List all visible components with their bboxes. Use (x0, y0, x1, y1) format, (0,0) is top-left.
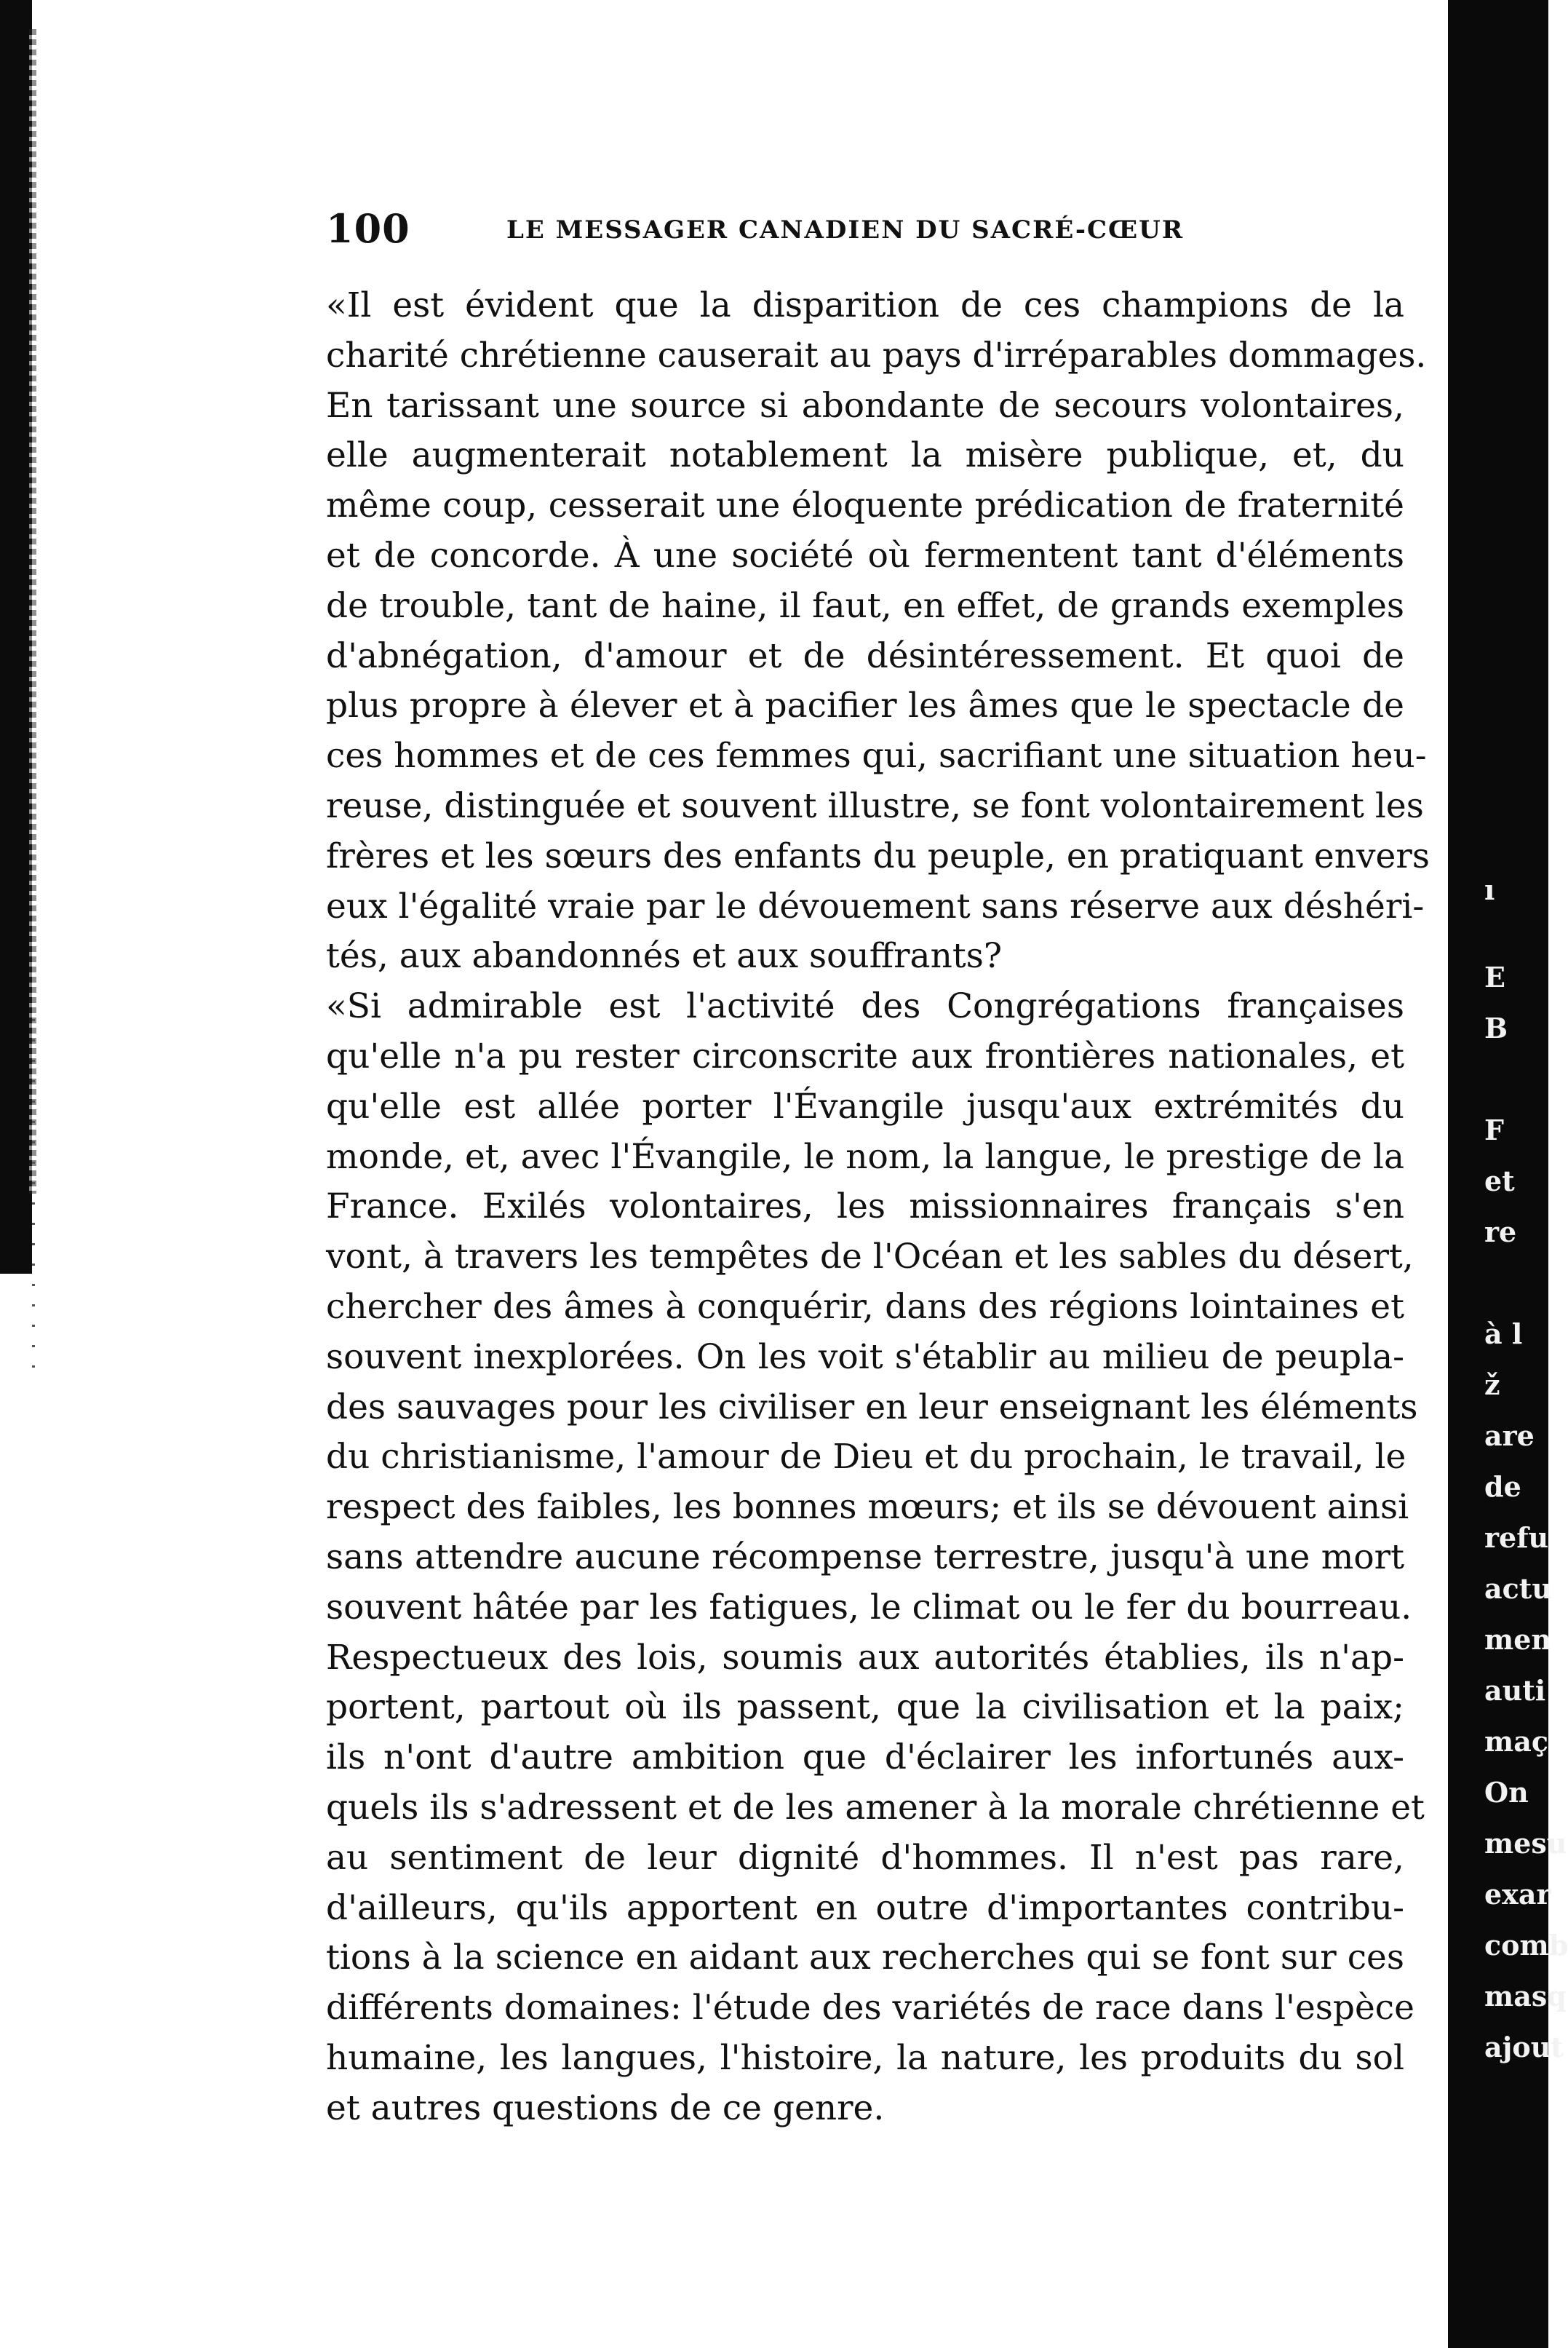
margin-fragment: re (1484, 1215, 1517, 1248)
text-line: ils n'ont d'autre ambition que d'éclairer les infortunés aux- (326, 1737, 1404, 1778)
text-line: différents domaines: l'étude des variétés de race dans l'espèce (326, 1988, 1414, 2028)
text-line: tés, aux abandonnés et aux souffrants? (326, 936, 1003, 977)
margin-fragment: mesu (1484, 1827, 1567, 1860)
text-line: monde, et, avec l'Évangile, le nom, la langue, le prestige de la (326, 1136, 1404, 1177)
text-line: souvent inexplorées. On les voit s'établir au milieu de peupla- (326, 1336, 1404, 1377)
margin-fragment: F (1484, 1114, 1504, 1146)
margin-fragment: ž (1484, 1368, 1500, 1401)
text-line: chercher des âmes à conquérir, dans des régions lointaines et (326, 1286, 1404, 1327)
margin-fragment: masq (1484, 1980, 1567, 2012)
margin-fragment: B (1484, 1012, 1508, 1044)
margin-fragment: exar (1484, 1878, 1551, 1911)
text-line: quels ils s'adressent et de les amener à la morale chrétienne et (326, 1787, 1425, 1828)
text-line: qu'elle n'a pu rester circonscrite aux frontières nationales, et (326, 1036, 1404, 1076)
margin-fragment: ajout (1484, 2031, 1564, 2063)
margin-fragment: On (1484, 1776, 1529, 1809)
text-line: charité chrétienne causerait au pays d'irréparables dommages. (326, 335, 1427, 376)
text-line: du christianisme, l'amour de Dieu et du prochain, le travail, le (326, 1437, 1406, 1478)
text-line: sans attendre aucune récompense terrestre, jusqu'à une mort (326, 1536, 1404, 1577)
margin-fragment: à l (1484, 1317, 1523, 1350)
margin-fragment: comb (1484, 1929, 1568, 1962)
text-line: «Si admirable est l'activité des Congrégations françaises (326, 986, 1404, 1027)
text-line: eux l'égalité vraie par le dévouement sans réserve aux déshéri- (326, 886, 1425, 927)
text-line: respect des faibles, les bonnes mœurs; et ils se dévouent ainsi (326, 1487, 1409, 1528)
text-line: tions à la science en aidant aux recherches qui se font sur ces (326, 1938, 1404, 1978)
text-line: ces hommes et de ces femmes qui, sacrifiant une situation heu- (326, 736, 1427, 777)
margin-fragment: auti (1484, 1674, 1546, 1707)
margin-fragment: ı (1484, 873, 1495, 906)
text-line: même coup, cesserait une éloquente prédication de fraternité (326, 485, 1404, 526)
text-line: frères et les sœurs des enfants du peuple, en pratiquant envers (326, 836, 1430, 876)
scan-left-edge (0, 0, 32, 1274)
scan-left-speckles (32, 1019, 35, 1383)
text-line: et autres questions de ce genre. (326, 2087, 885, 2128)
text-line: au sentiment de leur dignité d'hommes. Il n'est pas rare, (326, 1837, 1404, 1878)
text-line: «Il est évident que la disparition de ces champions de la (326, 285, 1404, 325)
margin-fragment: et (1484, 1165, 1515, 1197)
text-line: humaine, les langues, l'histoire, la nature, les produits du sol (326, 2037, 1404, 2078)
margin-fragment: refu (1484, 1521, 1549, 1554)
margin-fragment: men (1484, 1623, 1552, 1656)
facing-page-fragments (1484, 873, 1568, 2074)
text-line: d'ailleurs, qu'ils apportent en outre d'importantes contribu- (326, 1887, 1404, 1928)
text-line: d'abnégation, d'amour et de désintéressement. Et quoi de (326, 635, 1404, 676)
text-line: elle augmenterait notablement la misère publique, et, du (326, 435, 1404, 476)
text-line: Respectueux des lois, soumis aux autorités établies, ils n'ap- (326, 1637, 1404, 1678)
text-line: qu'elle est allée porter l'Évangile jusqu'aux extrémités du (326, 1086, 1404, 1127)
page-number: 100 (326, 205, 410, 252)
text-line: plus propre à élever et à pacifier les âmes que le spectacle de (326, 686, 1404, 726)
text-line: reuse, distinguée et souvent illustre, se font volontairement les (326, 785, 1424, 826)
margin-fragment: de (1484, 1470, 1521, 1503)
margin-fragment: maç (1484, 1725, 1548, 1758)
text-line: En tarissant une source si abondante de secours volontaires, (326, 385, 1404, 426)
margin-fragment: are (1484, 1419, 1535, 1452)
text-line: portent, partout où ils passent, que la civilisation et la paix; (326, 1687, 1404, 1728)
margin-fragment: E (1484, 961, 1505, 993)
page-header (326, 205, 1345, 256)
text-line: de trouble, tant de haine, il faut, en effet, de grands exemples (326, 585, 1404, 626)
margin-fragment: actu (1484, 1572, 1552, 1605)
text-line: et de concorde. À une société où fermentent tant d'éléments (326, 535, 1404, 576)
text-line: vont, à travers les tempêtes de l'Océan et les sables du désert, (326, 1237, 1414, 1277)
text-line: souvent hâtée par les fatigues, le climat ou le fer du bourreau. (326, 1587, 1412, 1627)
body-text (326, 281, 1430, 2133)
text-line: des sauvages pour les civiliser en leur enseignant les éléments (326, 1387, 1418, 1427)
text-line: France. Exilés volontaires, les missionnaires français s'en (326, 1186, 1404, 1227)
running-title: LE MESSAGER CANADIEN DU SACRÉ-CŒUR (506, 215, 1185, 245)
